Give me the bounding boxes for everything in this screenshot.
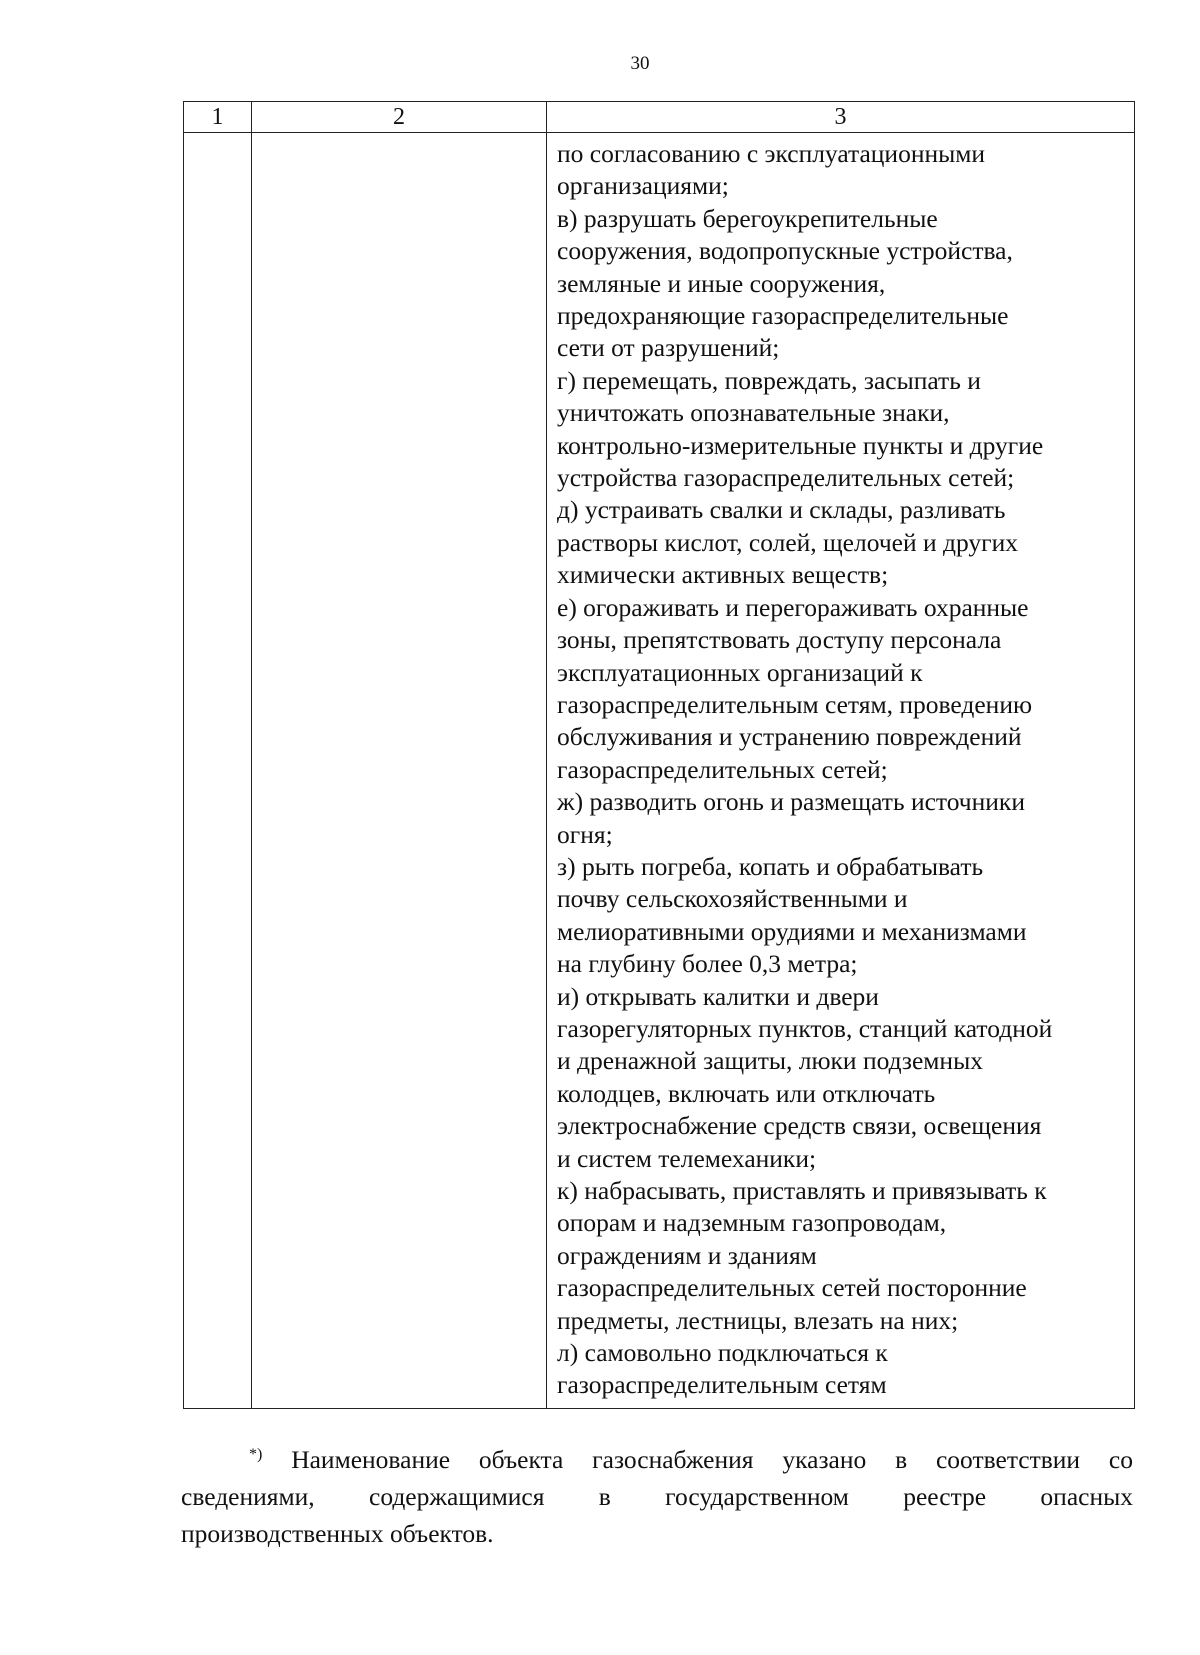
text-line: газораспределительным сетям, проведению: [557, 689, 1033, 719]
text-line: мелиоративными орудиями и механизмами: [557, 916, 1027, 946]
text-line: в) разрушать берегоукрепительные: [557, 203, 938, 233]
footnote-line: [181, 1478, 1133, 1515]
text-line: е) огораживать и перегораживать охранные: [557, 592, 1029, 622]
text-line: и) открывать калитки и двери: [557, 981, 879, 1011]
text-line: колодцев, включать или отключать: [557, 1078, 936, 1108]
cell-column-1: [184, 133, 252, 1409]
text-line: зоны, препятствовать доступу персонала: [557, 625, 1002, 655]
text-line: электроснабжение средств связи, освещения: [557, 1111, 1042, 1141]
text-line: г) перемещать, повреждать, засыпать и: [557, 365, 981, 395]
cell-column-2: [252, 133, 547, 1409]
text-line: газораспределительных сетей;: [557, 754, 888, 784]
text-line: огня;: [557, 819, 613, 849]
text-line: контрольно-измерительные пункты и другие: [557, 430, 1044, 460]
page-number: 30: [630, 53, 650, 74]
text-line: ж) разводить огонь и размещать источники: [557, 787, 1025, 817]
text-line: и дренажной защиты, люки подземных: [557, 1046, 983, 1076]
text-line: ограждениям и зданиям: [557, 1240, 817, 1270]
footnote: [181, 1441, 1133, 1552]
text-line: организациями;: [557, 171, 729, 201]
text-line: газорегуляторных пунктов, станций катодной: [557, 1013, 1053, 1043]
footnote-line: [181, 1515, 1133, 1552]
requirements-table: [183, 101, 1135, 1409]
text-line: обслуживания и устранению повреждений: [557, 722, 1022, 752]
column-header-1: 1: [184, 102, 252, 133]
footnote-marker: *): [249, 1446, 263, 1463]
table-row: [184, 133, 1135, 1409]
footnote-text: Наименование объекта газоснабжения указано в соответствии со: [291, 1445, 1133, 1474]
text-line: эксплуатационных организаций к: [557, 657, 923, 687]
text-line: к) набрасывать, приставлять и привязывать к: [557, 1176, 1047, 1205]
text-line: опорам и надземным газопроводам,: [557, 1208, 947, 1238]
cell-column-3: [547, 133, 1135, 1409]
text-line: по согласованию с эксплуатационными: [557, 139, 986, 168]
text-line: газораспределительным сетям: [557, 1370, 887, 1400]
text-line: устройства газораспределительных сетей;: [557, 463, 1015, 493]
text-line: предохраняющие газораспределительные: [557, 301, 1009, 331]
footnote-line: [181, 1441, 1133, 1478]
footnote-text: производственных объектов.: [181, 1519, 494, 1548]
text-line: почву сельскохозяйственными и: [557, 884, 908, 914]
text-line: растворы кислот, солей, щелочей и других: [557, 527, 1018, 557]
text-line: уничтожать опознавательные знаки,: [557, 398, 950, 428]
column-header-2: 2: [252, 102, 547, 133]
text-line: д) устраивать свалки и склады, разливать: [557, 495, 1006, 525]
footnote-text: сведениями, содержащимися в государственном реестре опасных: [181, 1482, 1133, 1511]
text-line: з) рыть погреба, копать и обрабатывать: [557, 851, 984, 881]
table-header-row: [184, 102, 1135, 133]
text-line: сооружения, водопропускные устройства,: [557, 236, 1013, 266]
text-line: земляные и иные сооружения,: [557, 268, 886, 298]
text-line: предметы, лестницы, влезать на них;: [557, 1305, 959, 1335]
text-line: газораспределительных сетей посторонние: [557, 1273, 1027, 1303]
text-line: на глубину более 0,3 метра;: [557, 949, 858, 979]
text-line: химически активных веществ;: [557, 560, 889, 590]
text-line: л) самовольно подключаться к: [557, 1338, 888, 1368]
column-header-3: 3: [547, 102, 1135, 133]
text-line: и систем телемеханики;: [557, 1143, 817, 1173]
text-line: сети от разрушений;: [557, 333, 780, 363]
